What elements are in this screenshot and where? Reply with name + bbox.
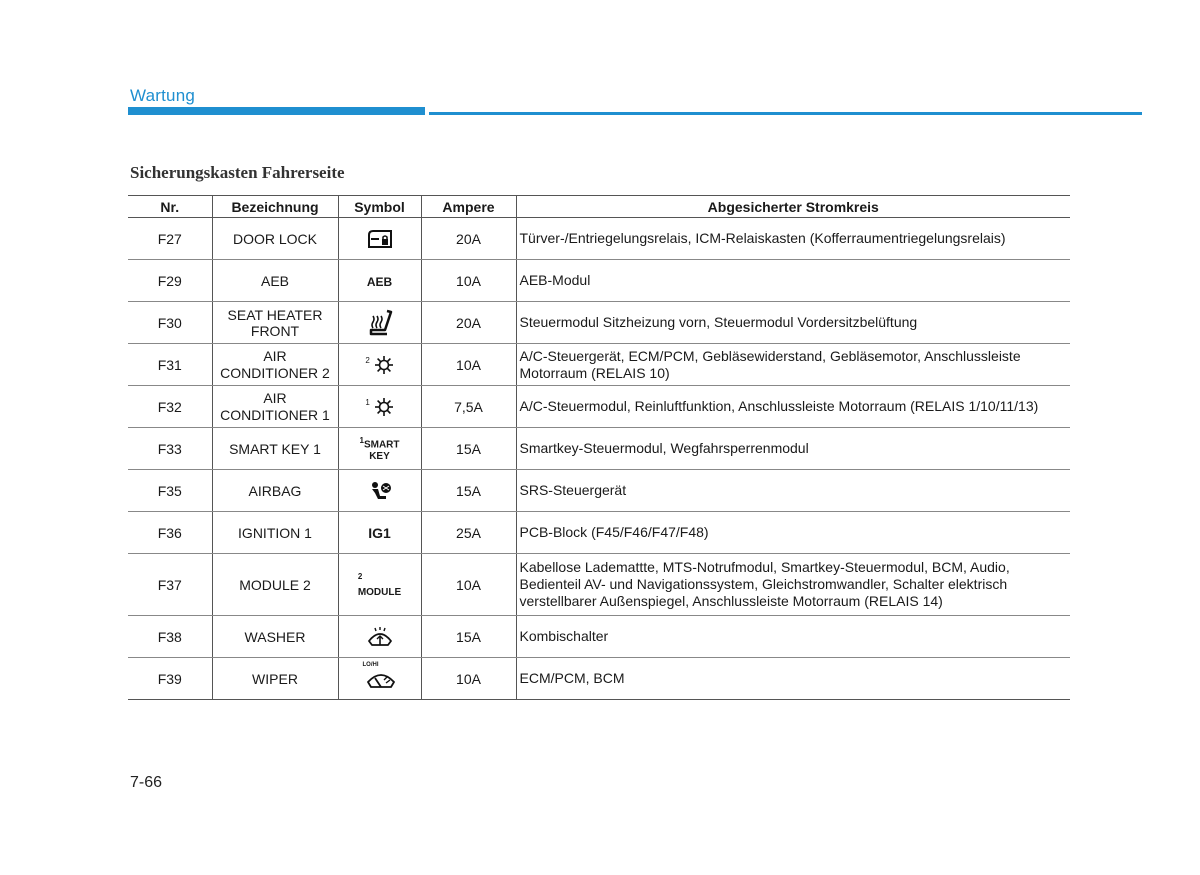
table-row [128, 386, 1070, 428]
fuse-symbol [338, 302, 421, 344]
table-row [128, 218, 1070, 260]
fuse-ampere: 10A [421, 344, 516, 386]
fuse-symbol [338, 512, 421, 554]
fuse-symbol [338, 260, 421, 302]
fuse-symbol [338, 554, 421, 616]
fuse-name: MODULE 2 [212, 554, 338, 616]
fuse-circuit: Smartkey-Steuermodul, Wegfahrsperrenmodul [516, 428, 1070, 470]
fuse-name: IGNITION 1 [212, 512, 338, 554]
fuse-circuit: SRS-Steuergerät [516, 470, 1070, 512]
fuse-circuit: Kabellose Lademattte, MTS-Notrufmodul, Smartkey-Steuermodul, BCM, Audio, Bedienteil AV- und Navigationssystem, Gleichstromwandler, Schalter elektrisch verstellbarer Außenspiegel, Anschlussleiste Motorraum (RELAIS 14) [516, 554, 1070, 616]
fuse-circuit: A/C-Steuergerät, ECM/PCM, Gebläsewiderstand, Gebläsemotor, Anschlussleiste Motorraum (RELAIS 10) [516, 344, 1070, 386]
fuse-ampere: 15A [421, 616, 516, 658]
symbol-text: IG1 [368, 524, 391, 541]
fuse-name: AIRBAG [212, 470, 338, 512]
table-row [128, 302, 1070, 344]
fuse-name: WIPER [212, 658, 338, 700]
fuse-circuit: Türver-/Entriegelungsrelais, ICM-Relaiskasten (Kofferraumentriegelungsrelais) [516, 218, 1070, 260]
wiper-icon [366, 670, 396, 690]
fuse-symbol [338, 658, 421, 700]
fuse-name: SMART KEY 1 [212, 428, 338, 470]
fuse-circuit: Steuermodul Sitzheizung vorn, Steuermodul Vordersitzbelüftung [516, 302, 1070, 344]
fuse-nr: F32 [128, 386, 212, 428]
col-header-circuit: Abgesicherter Stromkreis [516, 196, 1070, 218]
col-header-ampere: Ampere [421, 196, 516, 218]
col-header-symbol: Symbol [338, 196, 421, 218]
header-bar-thin [429, 112, 1142, 115]
fuse-name: WASHER [212, 616, 338, 658]
table-title: Sicherungskasten Fahrerseite [130, 163, 345, 182]
fuse-nr: F35 [128, 470, 212, 512]
fuse-circuit: Kombischalter [516, 616, 1070, 658]
fuse-nr: F37 [128, 554, 212, 616]
section-title: Wartung [130, 86, 196, 105]
fuse-ampere: 15A [421, 470, 516, 512]
fuse-ampere: 10A [421, 554, 516, 616]
fuse-symbol [338, 428, 421, 470]
door-lock-icon [365, 227, 395, 251]
symbol-text: AEB [366, 274, 393, 289]
fuse-nr: F38 [128, 616, 212, 658]
fuse-circuit: PCB-Block (F45/F46/F47/F48) [516, 512, 1070, 554]
fuse-symbol [338, 344, 421, 386]
page-number: 7-66 [130, 774, 163, 791]
table-row [128, 512, 1070, 554]
symbol-text: $^1$SMART KEY [359, 436, 400, 462]
fuse-nr: F27 [128, 218, 212, 260]
fuse-ampere: 15A [421, 428, 516, 470]
fuse-circuit: ECM/PCM, BCM [516, 658, 1070, 700]
fuse-symbol [338, 470, 421, 512]
fuse-ampere: 20A [421, 218, 516, 260]
fuse-ampere: 10A [421, 658, 516, 700]
fuse-nr: F30 [128, 302, 212, 344]
fuse-name: DOOR LOCK [212, 218, 338, 260]
fuse-nr: F39 [128, 658, 212, 700]
fuse-symbol [338, 218, 421, 260]
seat-heater-icon [365, 308, 395, 338]
fuse-symbol [338, 386, 421, 428]
fuse-ampere: 20A [421, 302, 516, 344]
table-header-row [128, 196, 1070, 218]
fuse-nr: F33 [128, 428, 212, 470]
symbol-superscript: 1 [365, 397, 370, 407]
fuse-nr: F29 [128, 260, 212, 302]
fuse-ampere: 7,5A [421, 386, 516, 428]
fuse-circuit: A/C-Steuermodul, Reinluftfunktion, Anschlussleiste Motorraum (RELAIS 1/10/11/13) [516, 386, 1070, 428]
fuse-ampere: 25A [421, 512, 516, 554]
table-row [128, 470, 1070, 512]
washer-icon [366, 625, 394, 649]
air-conditioner-icon [374, 355, 394, 375]
fuse-nr: F36 [128, 512, 212, 554]
symbol-text: $^2$ MODULE [357, 572, 402, 598]
table-row [128, 658, 1070, 700]
fuse-table [128, 195, 1070, 700]
table-row [128, 428, 1070, 470]
fuse-name: SEAT HEATER FRONT [212, 302, 338, 344]
symbol-superscript: 2 [365, 355, 370, 365]
fuse-nr: F31 [128, 344, 212, 386]
fuse-name: AEB [212, 260, 338, 302]
fuse-ampere: 10A [421, 260, 516, 302]
fuse-name: AIR CONDITIONER 2 [212, 344, 338, 386]
table-row [128, 554, 1070, 616]
col-header-name: Bezeichnung [212, 196, 338, 218]
table-row [128, 260, 1070, 302]
airbag-icon [367, 480, 393, 502]
fuse-symbol [338, 616, 421, 658]
air-conditioner-icon [374, 397, 394, 417]
wiper-speed-label: LO/HI [362, 662, 379, 668]
header-bar-thick [128, 107, 425, 115]
fuse-circuit: AEB-Modul [516, 260, 1070, 302]
table-row [128, 616, 1070, 658]
fuse-name: AIR CONDITIONER 1 [212, 386, 338, 428]
table-row [128, 344, 1070, 386]
col-header-nr: Nr. [128, 196, 212, 218]
